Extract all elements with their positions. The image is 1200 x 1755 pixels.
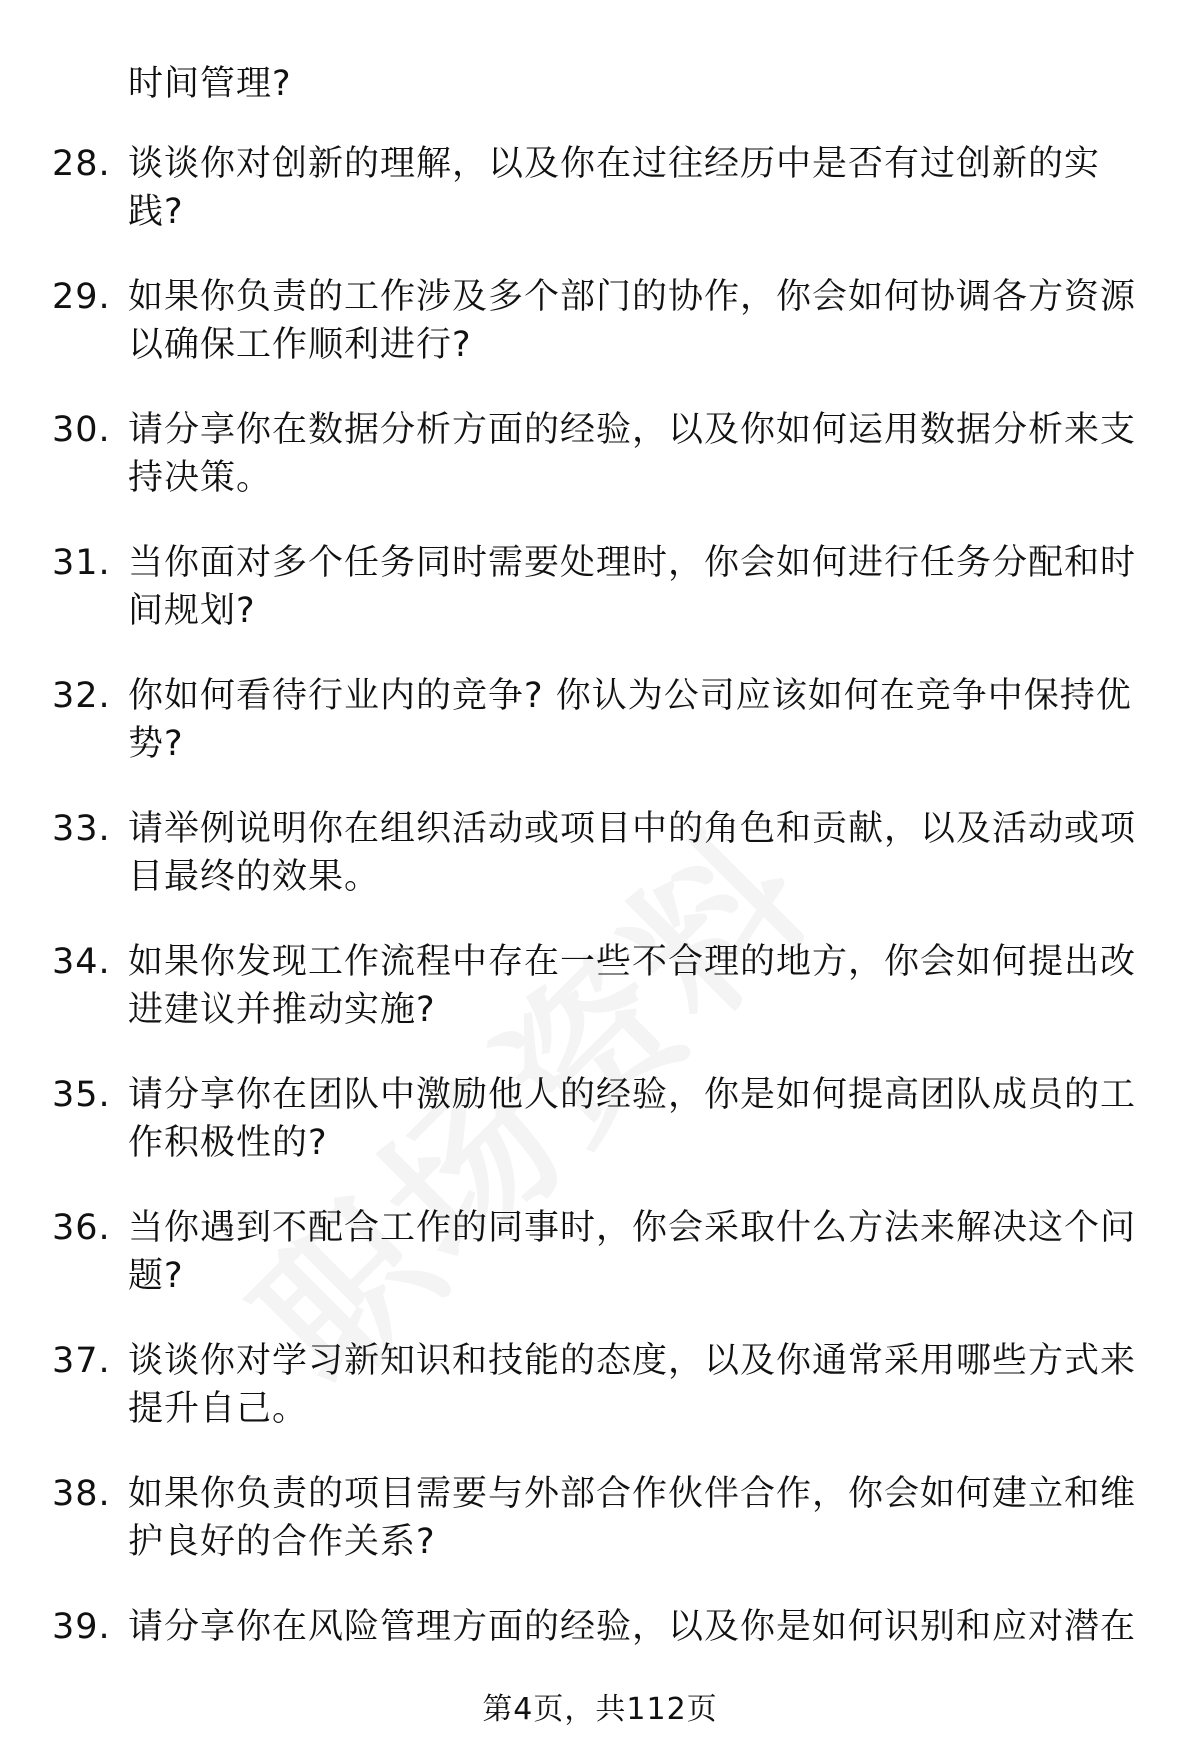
question-number: 33.	[52, 809, 111, 849]
question-text: 请分享你在团队中激励他人的经验，你是如何提高团队成员的工	[128, 1075, 1137, 1115]
question-text: 持决策。	[128, 458, 273, 498]
question-item	[52, 406, 1162, 539]
question-number: 35.	[52, 1075, 111, 1115]
question-text: 如果你负责的项目需要与外部合作伙伴合作，你会如何建立和维	[128, 1474, 1137, 1514]
question-text: 势?	[128, 724, 184, 764]
question-item	[52, 1204, 1162, 1337]
question-text: 践?	[128, 192, 184, 232]
question-number: 31.	[52, 543, 111, 583]
question-text: 请分享你在风险管理方面的经验，以及你是如何识别和应对潜在	[128, 1607, 1137, 1647]
question-text: 作积极性的?	[128, 1123, 328, 1163]
question-item	[52, 539, 1162, 672]
question-text: 护良好的合作关系?	[128, 1522, 436, 1562]
question-number: 34.	[52, 942, 111, 982]
question-text: 题?	[128, 1256, 184, 1296]
question-text: 提升自己。	[128, 1389, 309, 1429]
question-text: 目最终的效果。	[128, 857, 381, 897]
question-item	[52, 1071, 1162, 1204]
question-text: 当你面对多个任务同时需要处理时，你会如何进行任务分配和时	[128, 543, 1137, 583]
question-number: 32.	[52, 676, 111, 716]
question-number: 29.	[52, 277, 111, 317]
question-item	[52, 672, 1162, 805]
question-item	[52, 1337, 1162, 1470]
question-number: 36.	[52, 1208, 111, 1248]
question-text: 你如何看待行业内的竞争? 你认为公司应该如何在竞争中保持优	[128, 676, 1132, 716]
question-item	[52, 273, 1162, 406]
question-item	[52, 140, 1162, 273]
page-footer: 第4页，共112页	[482, 1692, 718, 1727]
question-text: 间规划?	[128, 591, 256, 631]
question-item	[52, 805, 1162, 938]
question-number: 37.	[52, 1341, 111, 1381]
question-text: 如果你发现工作流程中存在一些不合理的地方，你会如何提出改	[128, 942, 1137, 982]
question-number: 39.	[52, 1607, 111, 1647]
question-text: 当你遇到不配合工作的同事时，你会采取什么方法来解决这个问	[128, 1208, 1137, 1248]
question-text: 谈谈你对学习新知识和技能的态度，以及你通常采用哪些方式来	[128, 1341, 1137, 1381]
question-item	[52, 1470, 1162, 1603]
question-text: 谈谈你对创新的理解，以及你在过往经历中是否有过创新的实	[128, 144, 1101, 184]
question-number: 38.	[52, 1474, 111, 1514]
question-text: 进建议并推动实施?	[128, 990, 436, 1030]
question-list	[52, 140, 1162, 1736]
question-text: 如果你负责的工作涉及多个部门的协作，你会如何协调各方资源	[128, 277, 1137, 317]
question-text: 请分享你在数据分析方面的经验，以及你如何运用数据分析来支	[128, 410, 1137, 450]
question-item	[52, 938, 1162, 1071]
question-number: 30.	[52, 410, 111, 450]
question-number: 28.	[52, 144, 111, 184]
continuation-text: 时间管理?	[128, 64, 292, 104]
question-text: 以确保工作顺利进行?	[128, 325, 472, 365]
question-text: 请举例说明你在组织活动或项目中的角色和贡献，以及活动或项	[128, 809, 1137, 849]
